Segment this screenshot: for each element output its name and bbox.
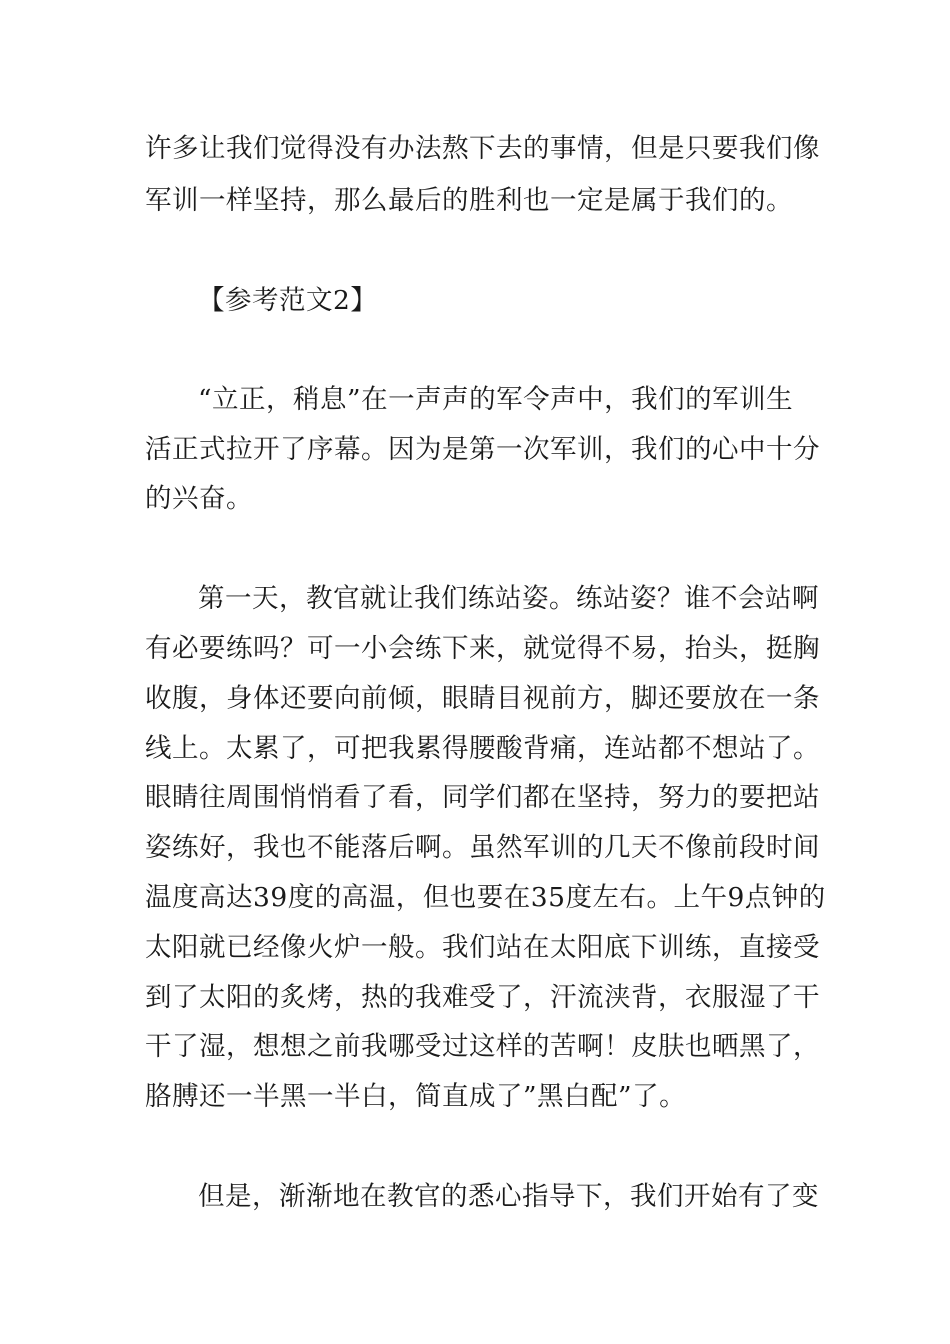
paragraph-line: 军训一样坚持，那么最后的胜利也一定是属于我们的。 [145, 185, 793, 216]
paragraph-line: 温度高达39度的高温，但也要在35度左右。上午9点钟的 [145, 882, 826, 913]
paragraph-line: 有必要练吗？可一小会练下来，就觉得不易，抬头，挺胸 [145, 633, 820, 664]
paragraph-line: 到了太阳的炙烤，热的我难受了，汗流浃背，衣服湿了干 [145, 982, 820, 1013]
paragraph-line: 第一天，教官就让我们练站姿。练站姿？谁不会站啊 [198, 583, 819, 614]
section-heading: 【参考范文2】 [198, 285, 378, 316]
paragraph-line: 眼睛往周围悄悄看了看，同学们都在坚持，努力的要把站 [145, 782, 820, 813]
paragraph-line: 的兴奋。 [145, 483, 253, 514]
paragraph-line: 许多让我们觉得没有办法熬下去的事情，但是只要我们像 [145, 133, 820, 164]
paragraph-line: 但是，渐渐地在教官的悉心指导下，我们开始有了变 [198, 1181, 819, 1212]
paragraph-line: 线上。太累了，可把我累得腰酸背痛，连站都不想站了。 [145, 733, 820, 764]
paragraph-line: 胳膊还一半黑一半白，简直成了”黑白配”了。 [145, 1081, 687, 1112]
paragraph-line: 活正式拉开了序幕。因为是第一次军训，我们的心中十分 [145, 434, 820, 465]
paragraph-line: 太阳就已经像火炉一般。我们站在太阳底下训练，直接受 [145, 932, 820, 963]
paragraph-line: “立正，稍息”在一声声的军令声中，我们的军训生 [198, 384, 794, 415]
paragraph-line: 干了湿，想想之前我哪受过这样的苦啊！皮肤也晒黑了， [145, 1031, 820, 1062]
paragraph-line: 姿练好，我也不能落后啊。虽然军训的几天不像前段时间 [145, 832, 820, 863]
paragraph-line: 收腹，身体还要向前倾，眼睛目视前方，脚还要放在一条 [145, 683, 820, 714]
